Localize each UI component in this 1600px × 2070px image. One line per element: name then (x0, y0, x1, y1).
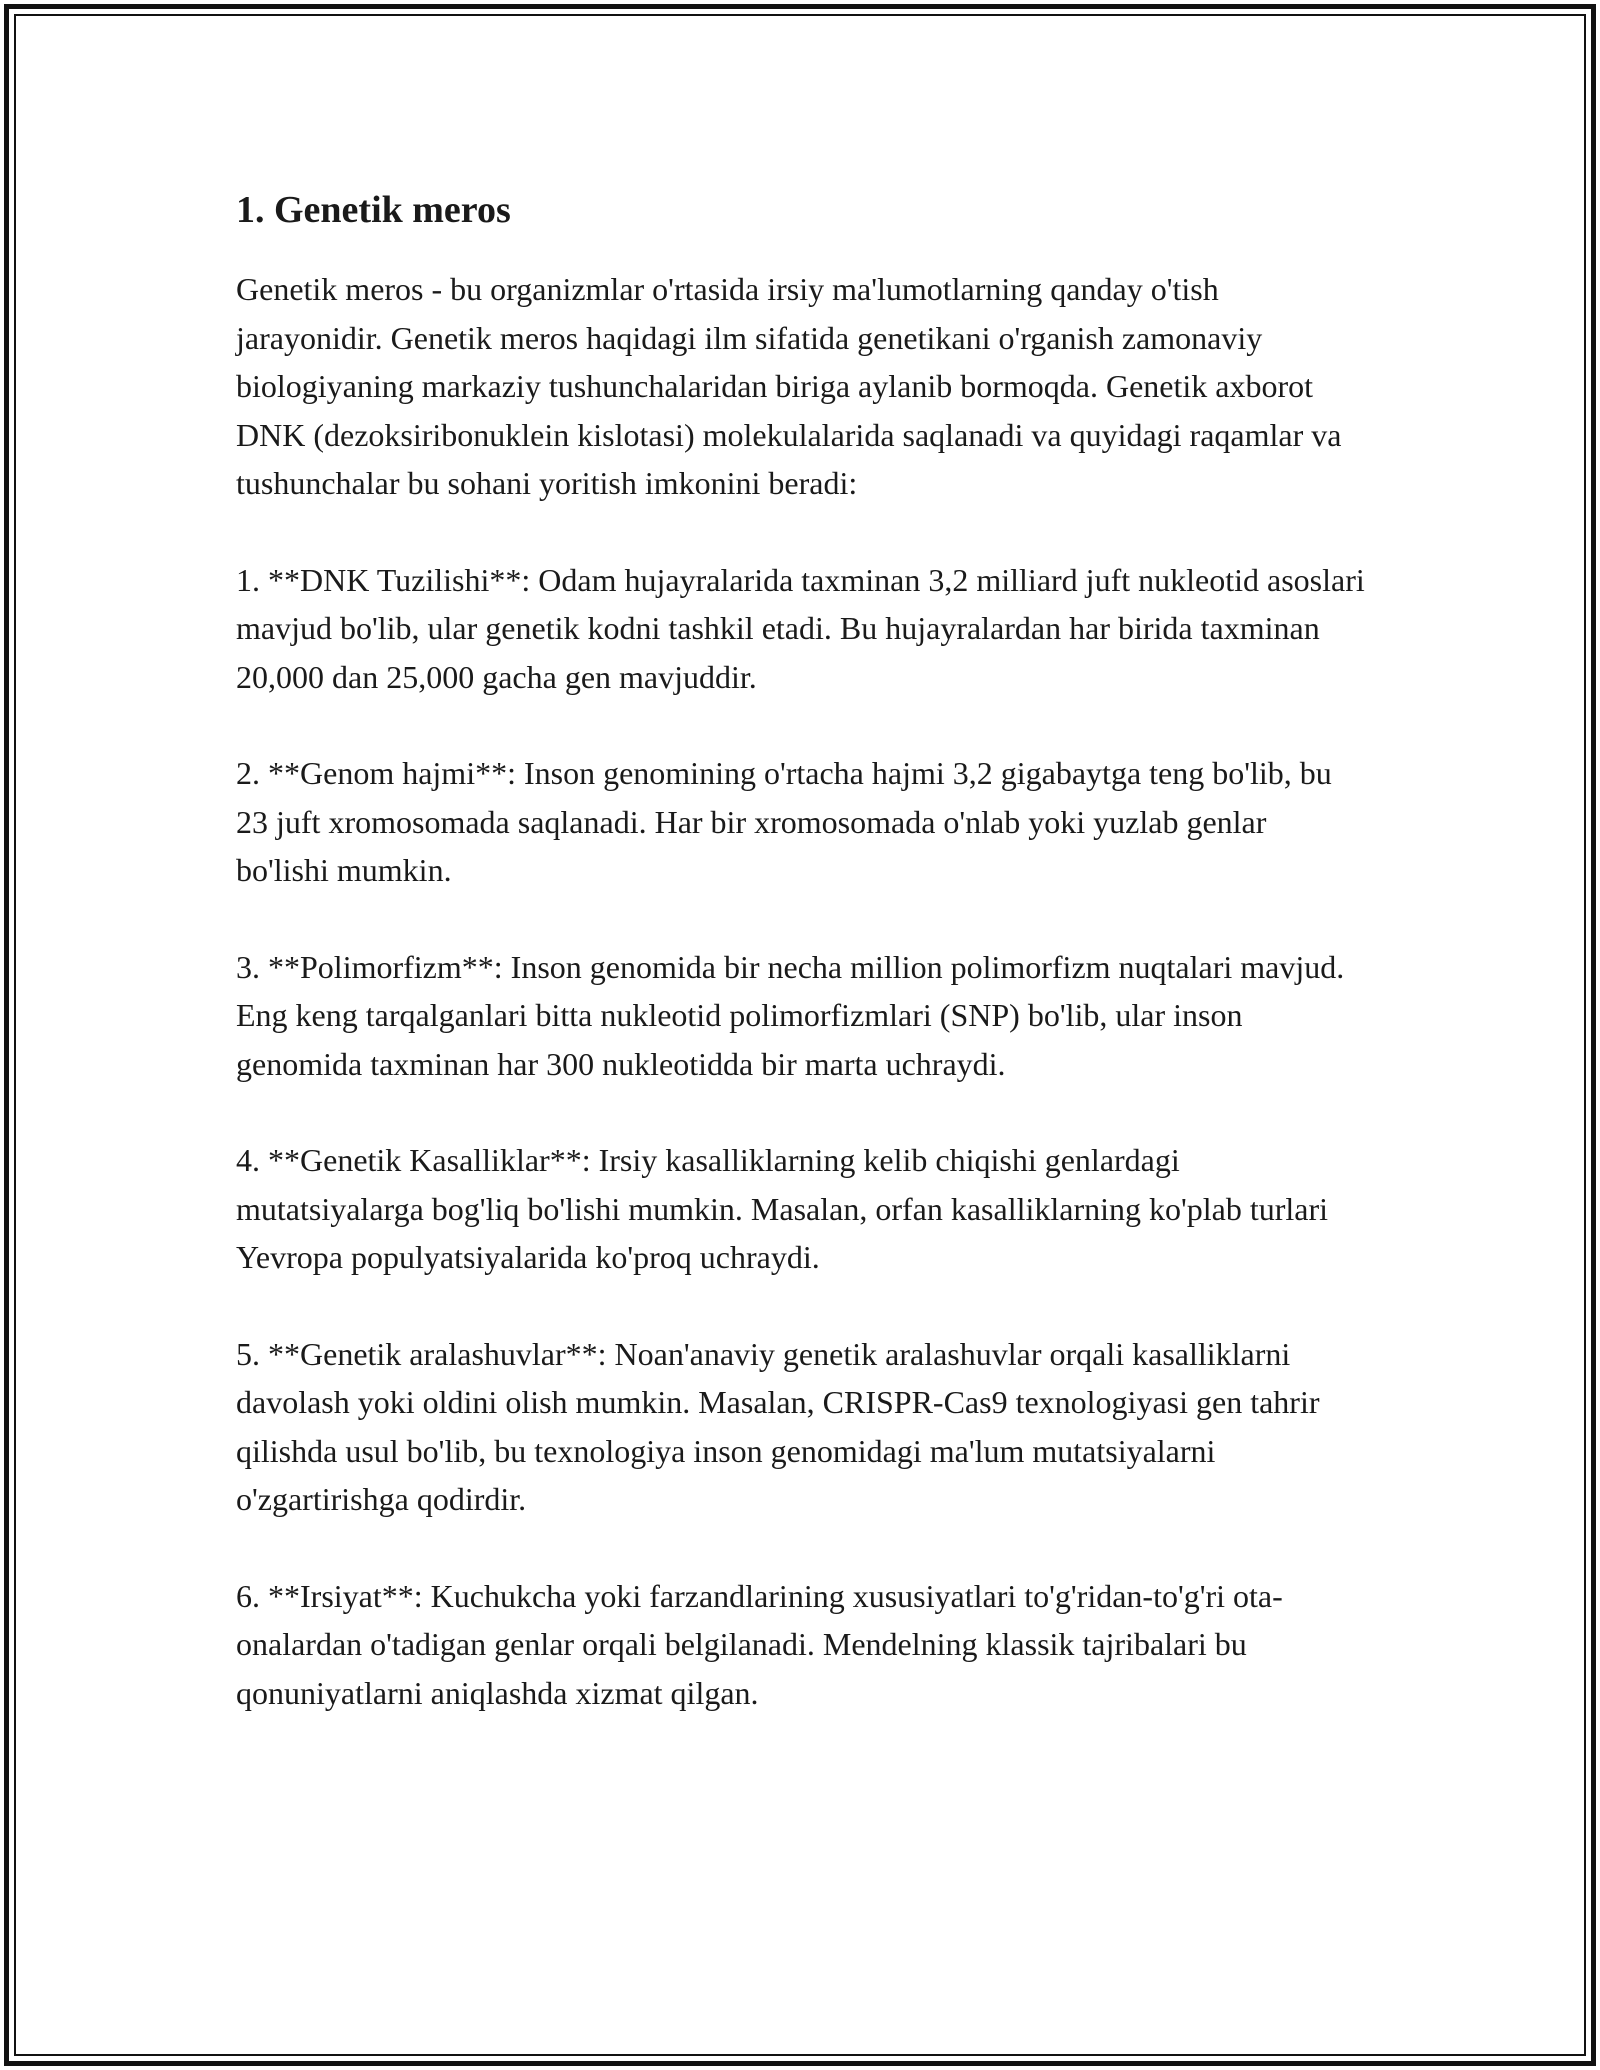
list-item: 5. **Genetik aralashuvlar**: Noan'anaviy genetik aralashuvlar orqali kasalliklarni davolash yoki oldini olish mumkin. Masalan, CRISPR-Cas9 texnologiyasi gen tahrir qilishda usul bo'lib, bu texnologiya inson genomidagi ma'lum mutatsiyalarni o'zgartirishga qodirdir. (236, 1335, 1320, 1518)
list-item: 3. **Polimorfizm**: Inson genomida bir necha million polimorfizm nuqtalari mavjud. Eng keng tarqalganlari bitta nukleotid polimorfizmlari (SNP) bo'lib, ular inson genomida taxminan har 300 nukleotidda bir marta uchraydi. (236, 948, 1345, 1082)
document-body (236, 186, 1366, 1765)
list-item: 4. **Genetik Kasalliklar**: Irsiy kasalliklarning kelib chiqishi genlardagi mutatsiyalarga bog'liq bo'lishi mumkin. Masalan, orfan kasalliklarning ko'plab turlari Yevropa populyatsiyalarida ko'proq uchraydi. (236, 1142, 1329, 1276)
intro-paragraph: Genetik meros - bu organizmlar o'rtasida irsiy ma'lumotlarning qanday o'tish jarayonidir. Genetik meros haqidagi ilm sifatida genetikani o'rganish zamonaviy biologiyaning markaziy tushunchalaridan biriga aylanib bormoqda. Genetik axborot DNK (dezoksiribonuklein kislotasi) molekulalarida saqlanadi va quyidagi raqamlar va tushunchalar bu sohani yoritish imkonini beradi: (236, 271, 1342, 502)
list-item: 1. **DNK Tuzilishi**: Odam hujayralarida taxminan 3,2 milliard juft nukleotid asoslari mavjud bo'lib, ular genetik kodni tashkil etadi. Bu hujayralardan har birida taxminan 20,000 dan 25,000 gacha gen mavjuddir. (236, 561, 1365, 695)
section-title: 1. Genetik meros (236, 189, 511, 231)
list-item: 2. **Genom hajmi**: Inson genomining o'rtacha hajmi 3,2 gigabaytga teng bo'lib, bu 23 juft xromosomada saqlanadi. Har bir xromosomada o'nlab yoki yuzlab genlar bo'lishi mumkin. (236, 755, 1332, 889)
list-item: 6. **Irsiyat**: Kuchukcha yoki farzandlarining xususiyatlari to'g'ridan-to'g'ri ota-onalardan o'tadigan genlar orqali belgilanadi. Mendelning klassik tajribalari bu qonuniyatlarni aniqlashda xizmat qilgan. (236, 1577, 1283, 1711)
